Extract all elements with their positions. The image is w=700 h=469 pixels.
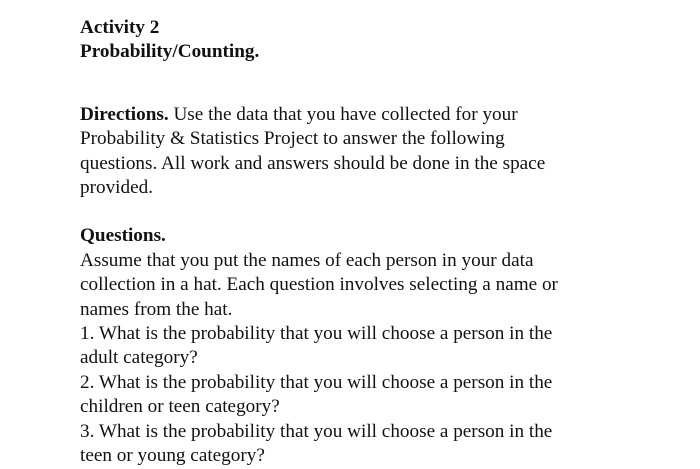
document-page bbox=[80, 16, 680, 469]
question-text: teen or young category? bbox=[80, 445, 265, 467]
directions-label: Directions. bbox=[80, 103, 169, 125]
question-text: children or teen category? bbox=[80, 396, 280, 418]
activity-title: Activity 2 bbox=[80, 17, 160, 38]
directions-line: questions. All work and answers should be done in the space bbox=[80, 152, 546, 174]
question-item-3 bbox=[80, 420, 680, 469]
directions-line: Use the data that you have collected for your bbox=[168, 103, 518, 125]
question-text: 1. What is the probability that you will choose a person in the bbox=[80, 323, 553, 345]
questions-intro-line: names from the hat. bbox=[80, 298, 233, 320]
question-text: adult category? bbox=[80, 347, 198, 369]
directions-line: Probability & Statistics Project to answer the following bbox=[80, 128, 505, 150]
questions-intro-line: Assume that you put the names of each person in your data bbox=[80, 249, 534, 271]
activity-subtitle: Probability/Counting. bbox=[80, 41, 260, 63]
question-item-1 bbox=[80, 322, 680, 371]
question-text: 2. What is the probability that you will choose a person in the bbox=[80, 371, 553, 393]
questions-intro-line: collection in a hat. Each question involves selecting a name or bbox=[80, 274, 558, 296]
directions-paragraph bbox=[80, 103, 680, 201]
questions-section bbox=[80, 224, 680, 468]
question-item-2 bbox=[80, 371, 680, 420]
directions-line: provided. bbox=[80, 177, 154, 199]
questions-heading: Questions. bbox=[80, 225, 166, 247]
question-text: 3. What is the probability that you will choose a person in the bbox=[80, 420, 553, 442]
